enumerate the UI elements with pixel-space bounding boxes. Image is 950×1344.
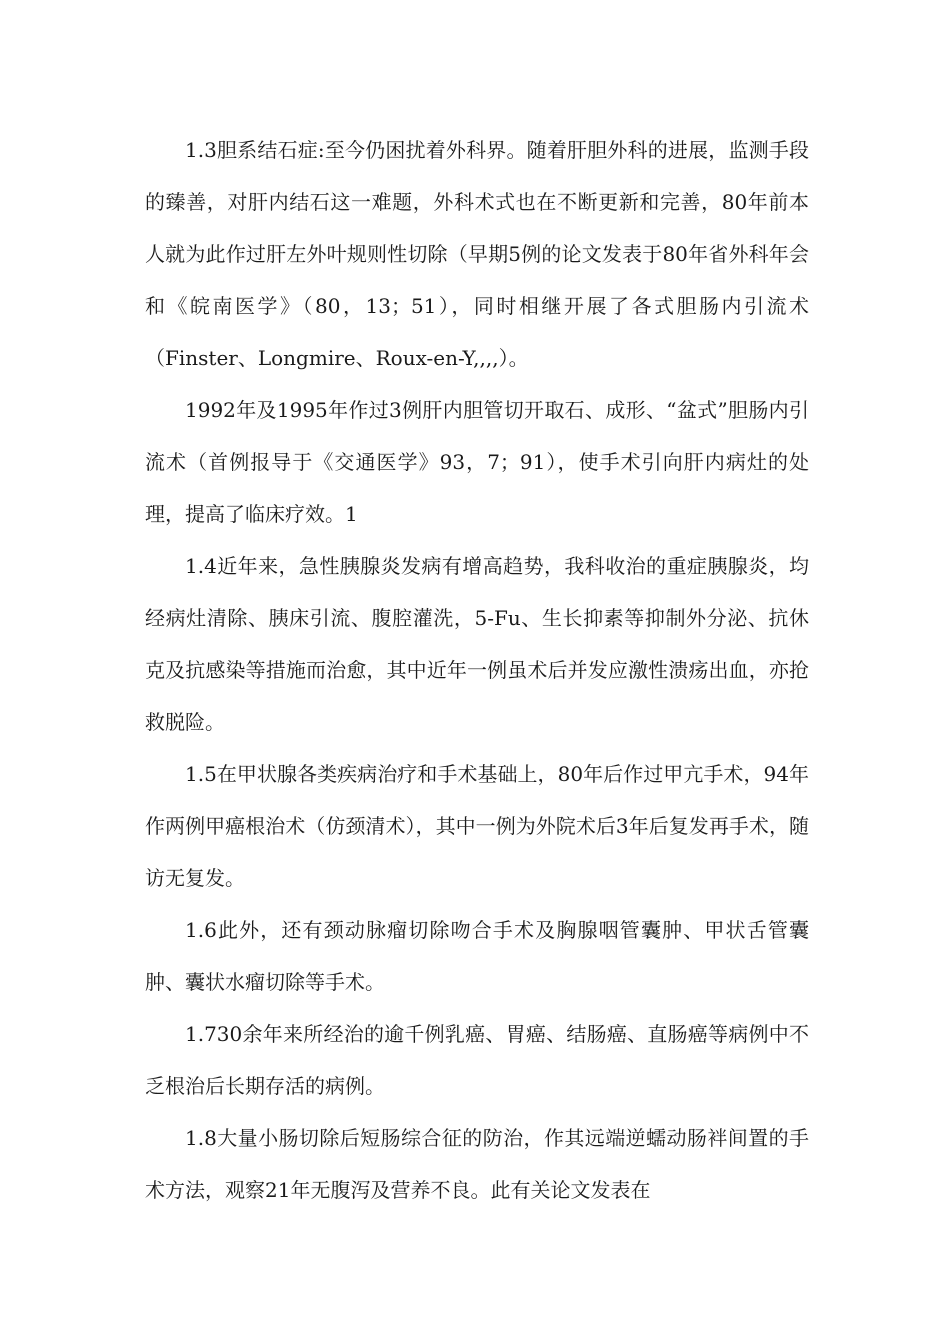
paragraph-1-4-pancreatitis: 1.4近年来，急性胰腺炎发病有增高趋势，我科收治的重症胰腺炎，均经病灶清除、胰床引流、腹腔灌洗，5-Fu、生长抑素等抑制外分泌、抗休克及抗感染等措施而治愈，其中近年一例虽术后并发应激性溃疡出血，亦抢救脱险。 bbox=[145, 554, 809, 734]
paragraph-1-7-cancer-cases: 1.730余年来所经治的逾千例乳癌、胃癌、结肠癌、直肠癌等病例中不乏根治后长期存活的病例。 bbox=[145, 1022, 809, 1098]
document-body bbox=[145, 124, 809, 1216]
paragraph-1992-1995-bile-duct: 1992年及1995年作过3例肝内胆管切开取石、成形、“盆式”胆肠内引流术（首例报导于《交通医学》93，7；91），使手术引向肝内病灶的处理，提高了临床疗效。1 bbox=[145, 398, 809, 526]
paragraph-1-5-thyroid: 1.5在甲状腺各类疾病治疗和手术基础上，80年后作过甲亢手术，94年作两例甲癌根治术（仿颈清术），其中一例为外院术后3年后复发再手术，随访无复发。 bbox=[145, 762, 809, 890]
paragraph-1-6-other-surgery: 1.6此外，还有颈动脉瘤切除吻合手术及胸腺咽管囊肿、甲状舌管囊肿、囊状水瘤切除等手术。 bbox=[145, 918, 809, 994]
paragraph-1-8-short-bowel: 1.8大量小肠切除后短肠综合征的防治，作其远端逆蠕动肠袢间置的手术方法，观察21年无腹泻及营养不良。此有关论文发表在 bbox=[145, 1126, 809, 1202]
paragraph-1-3-biliary-stones: 1.3胆系结石症:至今仍困扰着外科界。随着肝胆外科的进展，监测手段的臻善，对肝内结石这一难题，外科术式也在不断更新和完善，80年前本人就为此作过肝左外叶规则性切除（早期5例的论文发表于80年省外科年会和《皖南医学》（80，13；51），同时相继开展了各式胆肠内引流术（Finster、Longmire、Roux-en-Y,,,,）。 bbox=[145, 138, 809, 370]
